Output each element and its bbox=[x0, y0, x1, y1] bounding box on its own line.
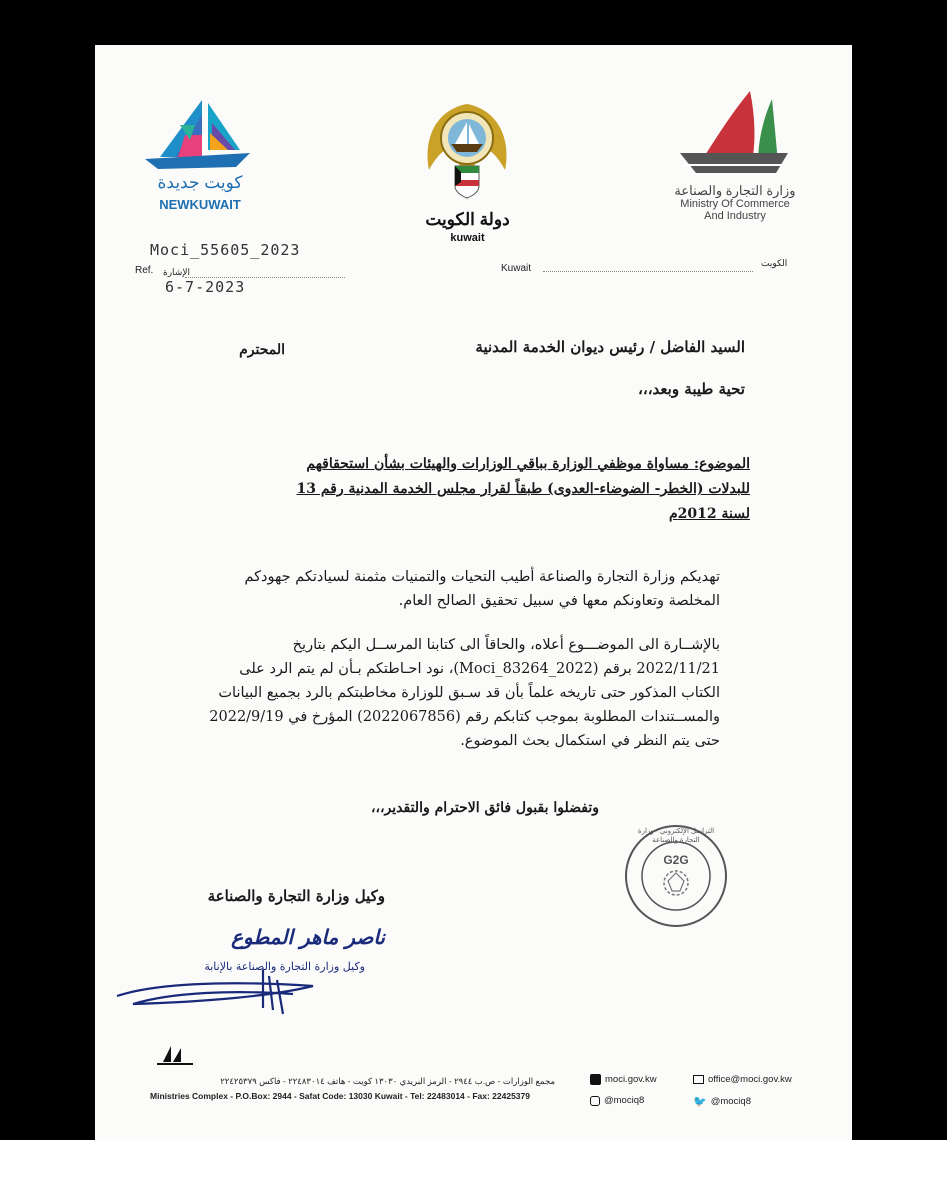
subject-line-3: لسنة 2012م bbox=[669, 506, 750, 522]
newkuwait-logo bbox=[140, 95, 255, 220]
subject-line-2: للبدلات (الخطر- الضوضاء-العدوى) طبقاً لقرار مجلس الخدمة المدنية رقم 13 bbox=[296, 481, 750, 497]
subject-block bbox=[210, 452, 750, 527]
paragraph-2 bbox=[210, 633, 720, 753]
footer-twitter[interactable] bbox=[693, 1095, 751, 1108]
footer-sail-icon bbox=[155, 1042, 195, 1066]
twitter-text: @mociq8 bbox=[710, 1096, 751, 1107]
instagram-icon bbox=[590, 1096, 600, 1106]
subject-label: الموضوع: bbox=[693, 456, 750, 472]
ministry-arabic: وزارة التجارة والصناعة bbox=[674, 183, 796, 198]
email-text: office@moci.gov.kw bbox=[708, 1074, 792, 1085]
kuwait-emblem bbox=[415, 100, 520, 250]
footer-address-ar: مجمع الوزارات - ص.ب ٢٩٤٤ - الرمز البريدي ١٣٠٣٠ كويت - هاتف ٢٢٤٨٣٠١٤ - فاكس ٢٢٤٢٥٣٧٩ bbox=[220, 1076, 555, 1086]
paragraph-1 bbox=[210, 565, 720, 613]
website-icon bbox=[590, 1074, 601, 1085]
state-arabic: دولة الكويت bbox=[425, 210, 510, 229]
signatory-name: ناصر ماهر المطوع bbox=[231, 925, 385, 949]
kuwait-falcon-emblem-icon bbox=[415, 100, 520, 210]
letter-page bbox=[95, 45, 852, 1152]
g2g-stamp bbox=[623, 823, 729, 929]
paragraph-2-line-4: والمســتندات المطلوبة بموجب كتابكم رقم (2022067856) المؤرخ في 2022/9/19 bbox=[209, 709, 720, 725]
kuwait-flag-shield bbox=[455, 166, 479, 198]
kuwait-label: Kuwait bbox=[501, 263, 532, 274]
greeting: تحية طيبة وبعد،،، bbox=[638, 380, 745, 398]
subject-text-1: مساواة موظفي الوزارة بباقي الوزارات والهيئات بشأن استحقاقهم bbox=[306, 456, 694, 472]
honorific: المحترم bbox=[239, 342, 285, 358]
state-english: kuwait bbox=[450, 232, 485, 244]
stamp-outer-text: التراسل الإلكتروني - وزارة التجارة والصناعة bbox=[637, 828, 715, 844]
newkuwait-arabic: كويت جديدة bbox=[157, 173, 243, 192]
signature-title: وكيل وزارة التجارة والصناعة bbox=[207, 887, 385, 905]
signatory-role: وكيل وزارة التجارة والصناعة بالإنابة bbox=[204, 960, 365, 973]
paragraph-1-line-1: تهديكم وزارة التجارة والصناعة أطيب التحيات والتمنيات مثمنة لسيادتكم جهودكم bbox=[244, 569, 720, 585]
newkuwait-english: NEWKUWAIT bbox=[159, 197, 241, 212]
footer-instagram[interactable] bbox=[590, 1095, 644, 1106]
ref-label-ar: الإشارة bbox=[163, 267, 190, 277]
closing: وتفضلوا بقبول فائق الاحترام والتقدير،،، bbox=[370, 800, 600, 816]
ministry-english-2: And Industry bbox=[704, 210, 766, 222]
handwritten-signature bbox=[113, 950, 353, 1020]
paragraph-2-line-2: 2022/11/21 برقم (Moci_83264_2022)، نود احـاطتكم بـأن لم يتم الرد على bbox=[239, 661, 720, 677]
paragraph-2-line-5: حتى يتم النظر في استكمال بحث الموضوع. bbox=[460, 733, 720, 749]
kuwait-label-ar: الكويت bbox=[761, 258, 788, 268]
subject-line-1 bbox=[210, 452, 750, 477]
website-text: moci.gov.kw bbox=[605, 1074, 657, 1085]
footer-website[interactable] bbox=[590, 1074, 657, 1085]
addressee: السيد الفاضل / رئيس ديوان الخدمة المدنية bbox=[475, 338, 745, 356]
kuwait-line bbox=[543, 271, 753, 272]
stamp-center: G2G bbox=[663, 853, 689, 867]
bottom-margin bbox=[0, 1140, 947, 1200]
newkuwait-sail-icon bbox=[140, 95, 255, 175]
paragraph-2-line-3: الكتاب المذكور حتى تاريخه علماً بأن قد سـبق للوزارة مخاطبتكم بالرد بجميع البيانات bbox=[218, 685, 720, 701]
paragraph-1-line-2: المخلصة وتعاونكم معها في سبيل تحقيق الصالح العام. bbox=[398, 593, 720, 609]
ref-date: 6-7-2023 bbox=[165, 278, 246, 296]
twitter-icon: 🐦 bbox=[693, 1096, 707, 1108]
footer-email[interactable] bbox=[693, 1074, 792, 1085]
footer-address-en: Ministries Complex - P.O.Box: 2944 - Safat Code: 13030 Kuwait - Tel: 22483014 - Fax: 22425379 bbox=[150, 1091, 530, 1101]
email-icon bbox=[693, 1075, 704, 1084]
ministry-logo bbox=[660, 85, 810, 225]
ref-label: Ref. bbox=[135, 265, 154, 276]
paragraph-2-line-1: بالإشــارة الى الموضـــوع أعلاه، والحاقاً الى كتابنا المرســل اليكم بتاريخ bbox=[292, 637, 720, 653]
ministry-english-1: Ministry Of Commerce bbox=[680, 198, 790, 210]
instagram-text: @mociq8 bbox=[604, 1095, 645, 1106]
ref-number: Moci_55605_2023 bbox=[150, 241, 301, 259]
ministry-dhow-icon bbox=[660, 85, 810, 180]
